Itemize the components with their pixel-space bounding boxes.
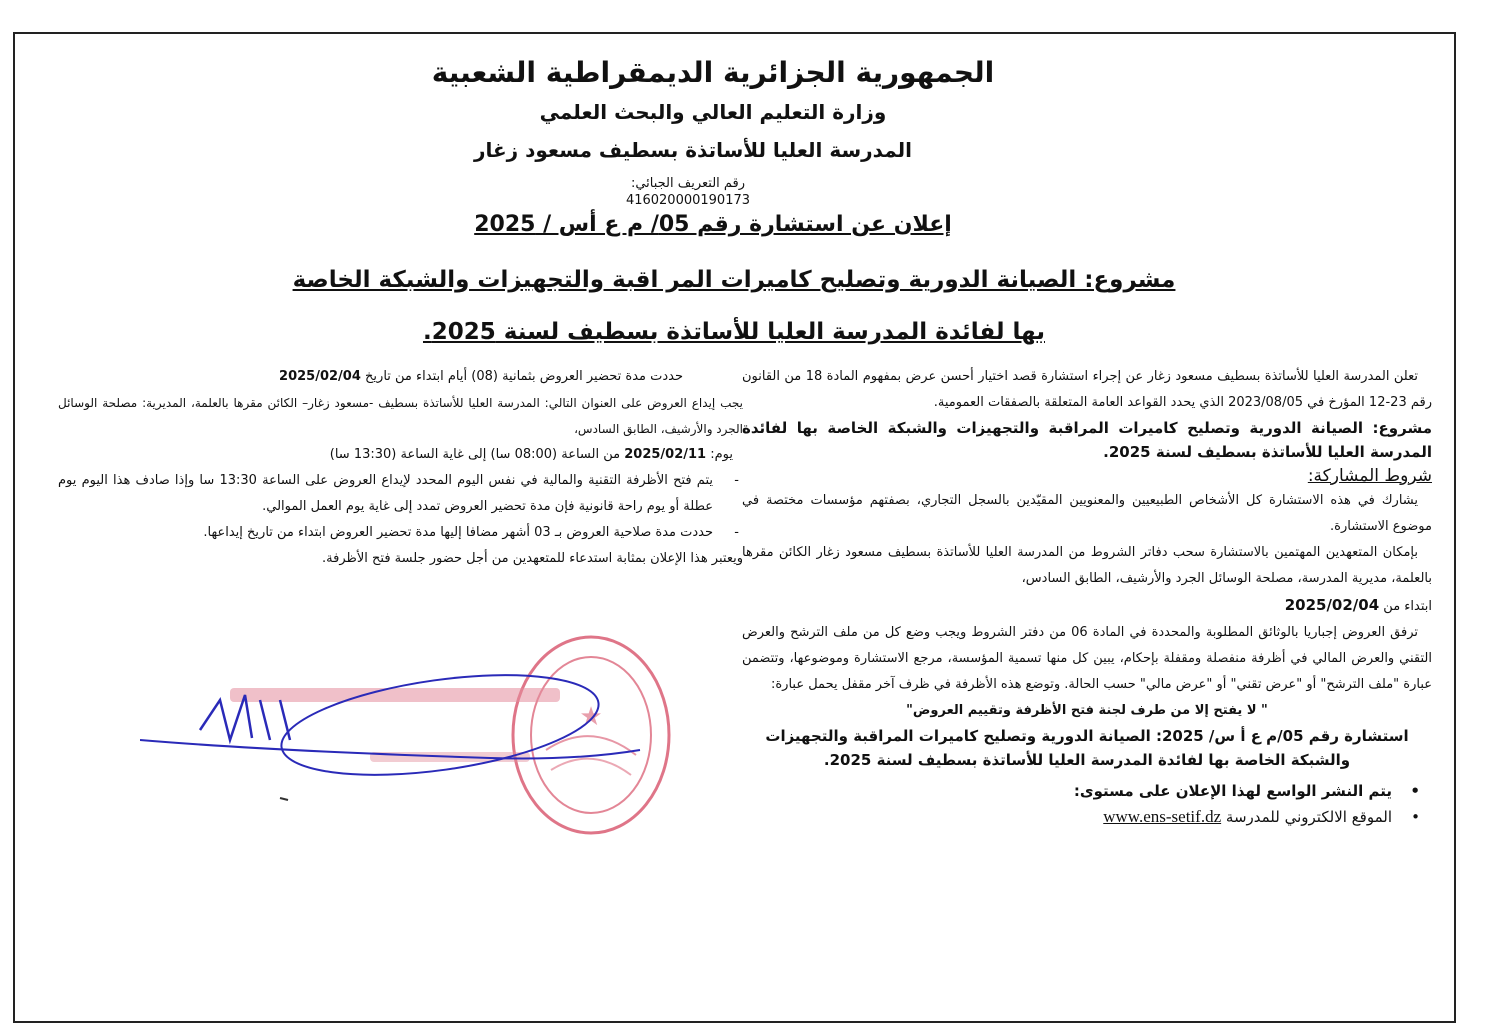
reference-line: استشارة رقم 05/م ع أ س/ 2025: الصيانة الدورية وتصليح كاميرات المراقبة والتجهيزات والشبكة الخاصة بها لفائدة المدرسة العليا للأساتذة بسطيف لسنة 2025.	[765, 727, 1409, 769]
school-title: المدرسة العليا للأساتذة بسطيف مسعود زغار	[473, 138, 913, 162]
duration-line	[58, 364, 743, 390]
from-label: ابتداء من	[1383, 599, 1432, 614]
opening-item: - يتم فتح الأظرفة التقنية والمالية في نفس اليوم المحدد لإيداع العروض على الساعة 13:30 سا وإذا صادف هذا اليوم يوم عطلة أو يوم راحة قانونية فإن مدة تحضير العروض تمدد إلى غاية يوم العمل الموالي.	[58, 468, 713, 520]
signature-icon	[140, 660, 680, 810]
tax-id-value: 416020000190173	[625, 193, 751, 208]
day-hours: من الساعة (08:00 سا) إلى غاية الساعة (13:30 سا)	[329, 447, 621, 462]
site-link[interactable]: www.ens-setif.dz	[1103, 807, 1222, 826]
deposit-paragraph: يجب إيداع العروض على العنوان التالي: المدرسة العليا للأساتذة بسطيف -مسعود زغار– الكائن مقرها بالعلمة، المديرية: مصلحة الوسائل الجرد والأرشيف، الطابق السادس،	[58, 396, 743, 436]
validity-item: - حددت مدة صلاحية العروض بـ 03 أشهر مضافا إليها مدة تحضير العروض ابتداء من تاريخ إيداعها.	[58, 520, 713, 546]
project-paragraph: مشروع: الصيانة الدورية وتصليح كاميرات المراقبة والتجهيزات والشبكة الخاصة بها لفائدة المدرسة العليا للأساتذة بسطيف لسنة 2025.	[742, 419, 1432, 461]
conditions-list	[58, 468, 743, 546]
from-date-line	[742, 592, 1432, 620]
announcement-title: إعلان عن استشارة رقم 05/ م ع أس / 2025	[474, 212, 952, 237]
duration-text: حددت مدة تحضير العروض بثمانية (08) أيام ابتداء من تاريخ	[365, 369, 683, 384]
invite-paragraph: ويعتبر هذا الإعلان بمثابة استدعاء للمتعهدين من أجل حضور جلسة فتح الأظرفة.	[322, 551, 743, 566]
right-column	[742, 364, 1432, 830]
tax-id-label: رقم التعريف الجبائي:	[630, 176, 746, 191]
ministry-title: وزارة التعليم العالي والبحث العلمي	[539, 100, 887, 124]
withdraw-paragraph: بإمكان المتعهدين المهتمين بالاستشارة سحب دفاتر الشروط من المدرسة العليا للأساتذة بسطيف مسعود زغار الكائن مقرها بالعلمة، مديرية المدرسة، مصلحة الوسائل الجرد والأرشيف، الطابق السادس،	[742, 545, 1432, 586]
intro-paragraph: تعلن المدرسة العليا للأساتذة بسطيف مسعود زغار عن إجراء استشارة قصد اختيار أحسن عرض بمفهوم المادة 18 من القانون رقم 23-12 المؤرخ في 2023/08/05 الذي يحدد القواعد العامة المتعلقة بالصفقات العمومية.	[742, 369, 1432, 410]
left-column	[58, 364, 743, 572]
duration-date: 2025/02/04	[279, 369, 361, 384]
from-date: 2025/02/04	[1284, 596, 1380, 614]
day-date: 2025/02/11	[624, 447, 707, 462]
participation-paragraph: يشارك في هذه الاستشارة كل الأشخاص الطبيعيين والمعنويين المقيّدين بالسجل التجاري، بصفتهم مؤسسات مختصة في موضوع الاستشارة.	[742, 493, 1432, 534]
site-label: الموقع الالكتروني للمدرسة	[1225, 808, 1392, 826]
project-title: مشروع: الصيانة الدورية وتصليح كاميرات المر اقبة والتجهيزات والشبكة الخاصة بها لفائدة المدرسة العليا للأساتذة بسطيف لسنة 2025.	[292, 267, 1176, 345]
svg-text:★: ★	[579, 702, 603, 732]
deposit-day-line	[58, 442, 743, 468]
publish-heading: • يتم النشر الواسع لهذا الإعلان على مستوى:	[742, 778, 1392, 804]
day-label: يوم:	[710, 447, 733, 462]
envelope-quote: " لا يفتح إلا من طرف لجنة فتح الأظرفة وتقييم العروض"	[906, 703, 1268, 718]
offers-paragraph: ترفق العروض إجباريا بالوثائق المطلوبة والمحددة في المادة 06 من دفتر الشروط ويجب وضع كل من ملف الترشح والعرض التقني والعرض المالي في أظرفة منفصلة ومقفلة بإحكام، يبين كل منها تسمية المؤسسة، مرجع الاستشارة وموضوعها، وتتضمن عبارة "ملف الترشح" أو "عرض تقني" أو "عرض مالي" حسب الحالة. وتوضع هذه الأظرفة في ظرف آخر مقفل يحمل عبارة:	[742, 625, 1432, 692]
republic-title: الجمهورية الجزائرية الديمقراطية الشعبية	[431, 56, 995, 89]
conditions-heading: شروط المشاركة:	[1307, 466, 1432, 486]
site-item	[742, 804, 1392, 830]
publish-list	[742, 778, 1432, 830]
